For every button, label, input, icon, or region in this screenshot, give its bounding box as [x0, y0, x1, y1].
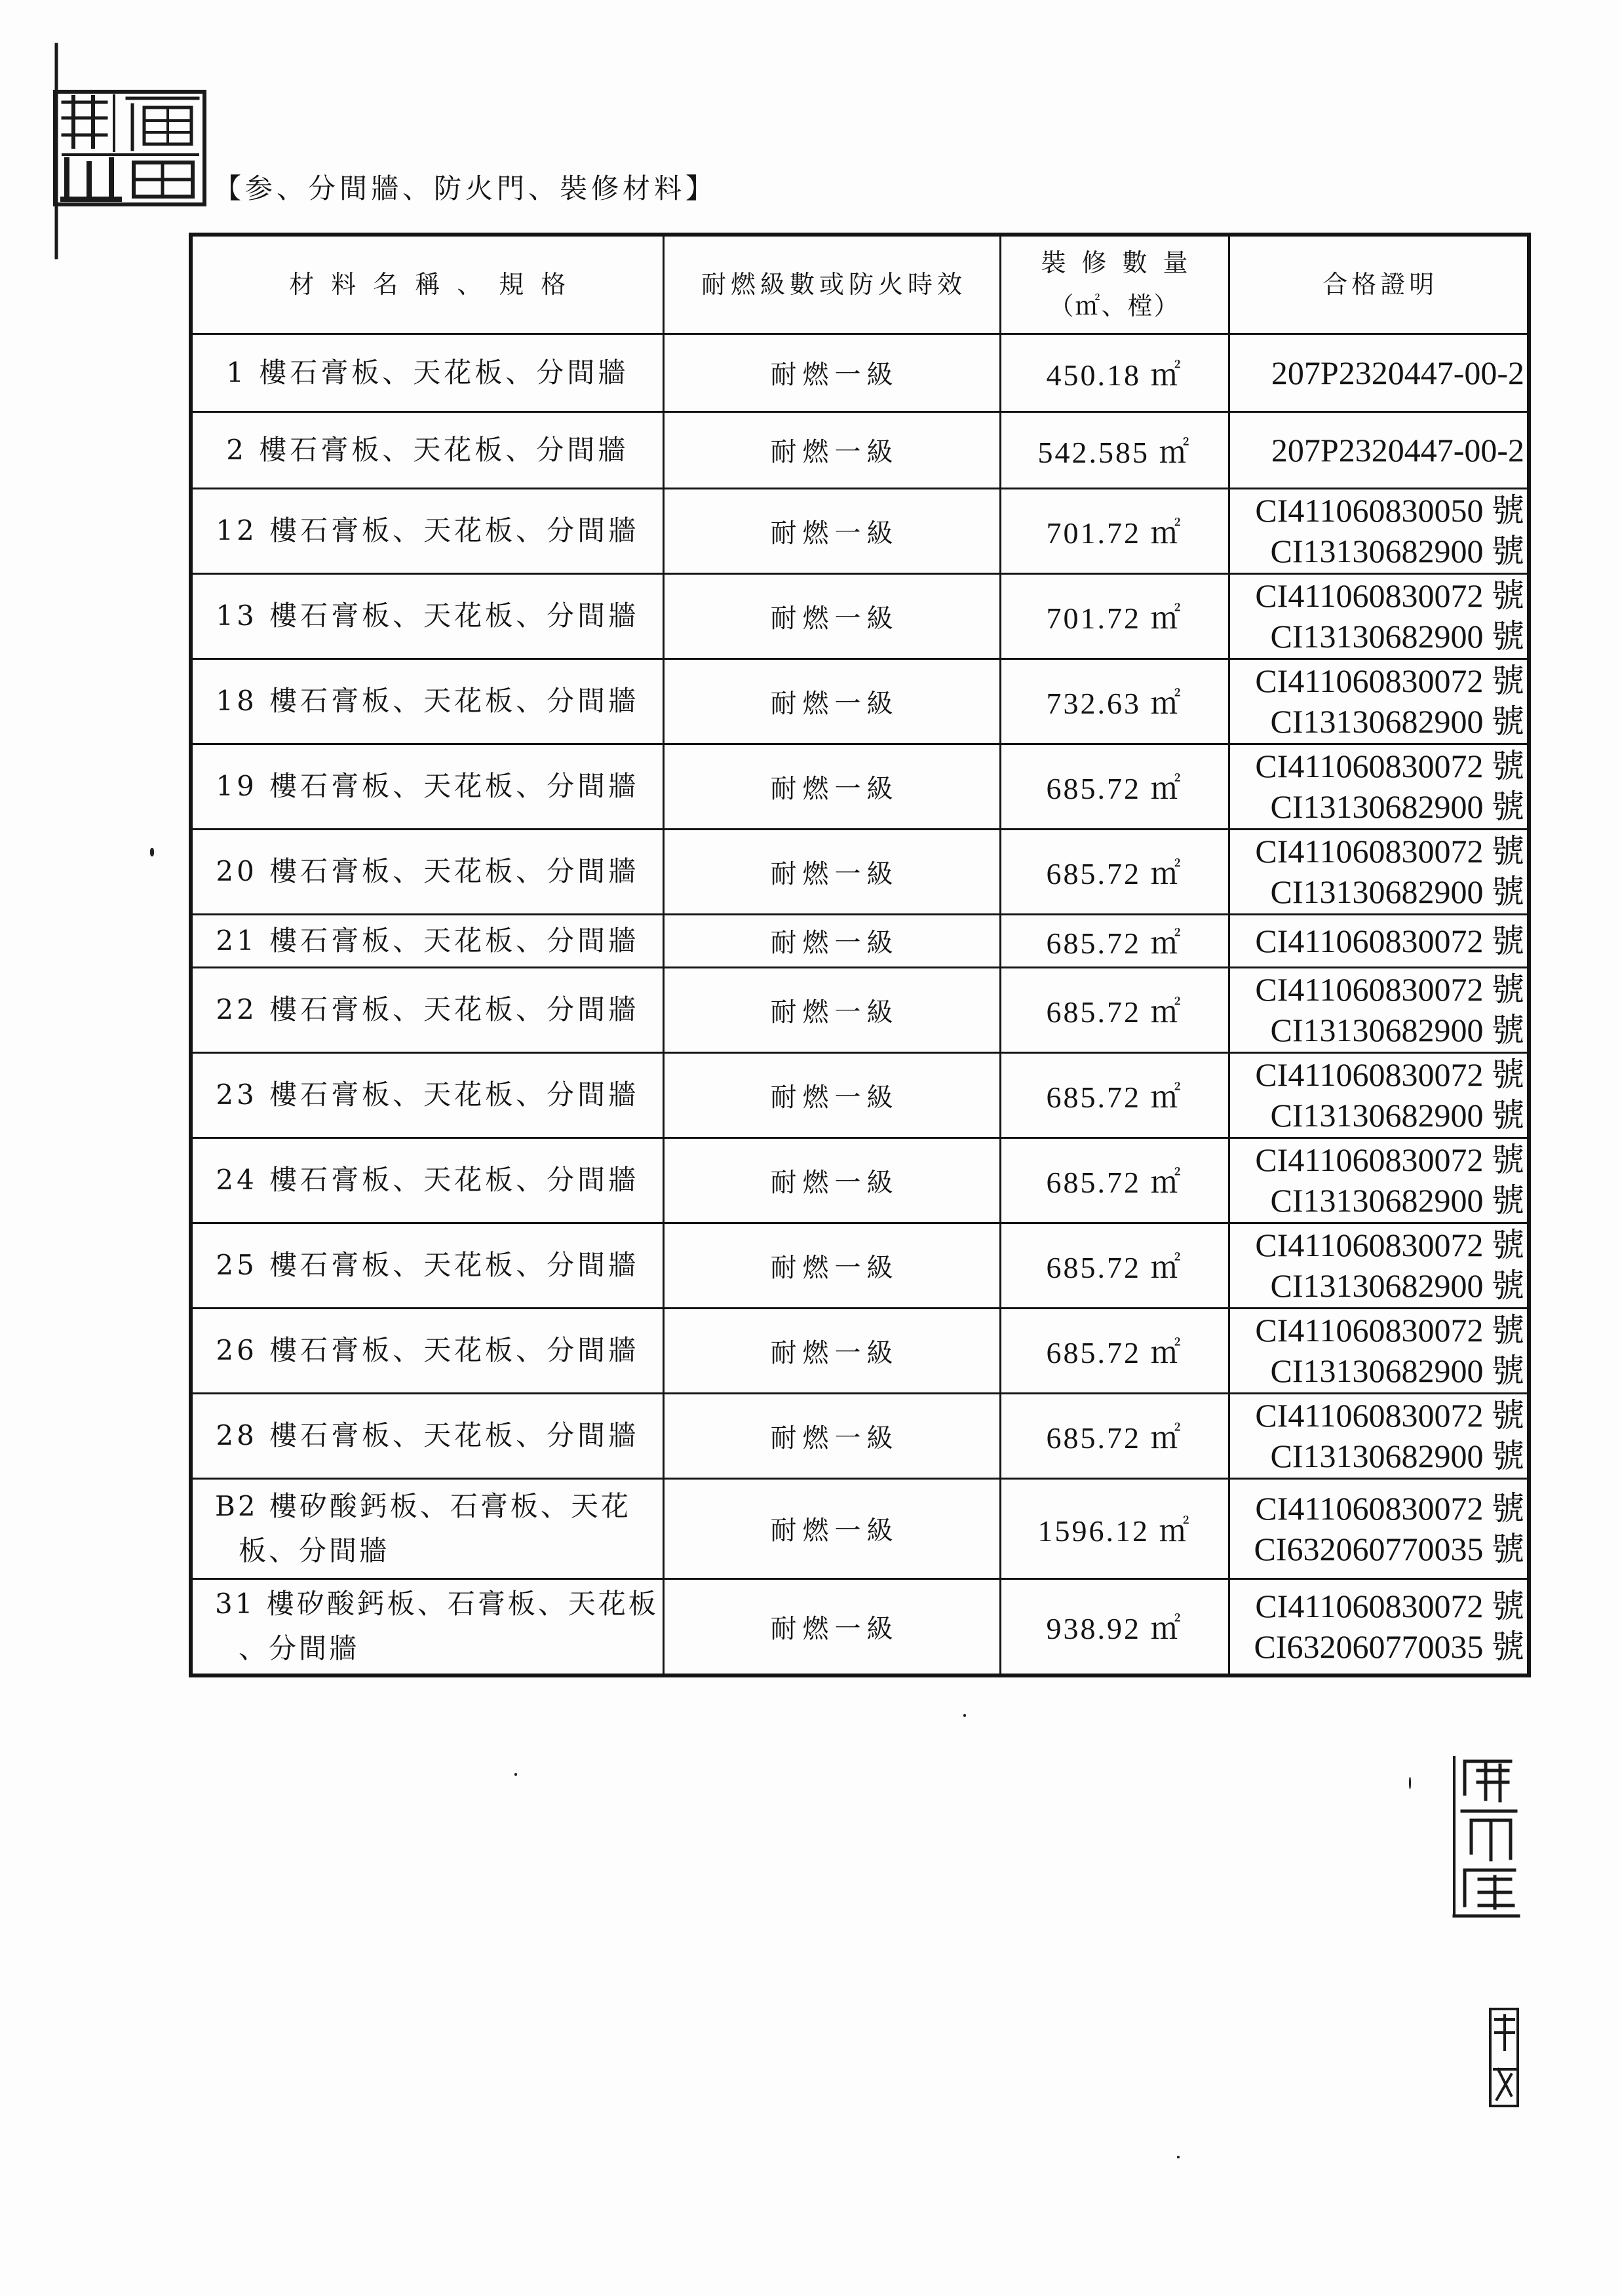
material-name-cell: [191, 829, 663, 914]
material-name-cell: [191, 744, 663, 829]
certificate-number: CI13130682900 號: [1270, 1267, 1524, 1304]
certificate-number: CI13130682900 號: [1270, 703, 1524, 740]
material-name-cell: [191, 914, 663, 967]
fire-rating-cell: 耐燃一級: [663, 1052, 1000, 1138]
header-quantity: 裝修數量 （㎡、樘）: [1000, 235, 1229, 334]
certificate-number: CI411060830072 號: [1255, 1588, 1524, 1625]
table-row: [191, 744, 1529, 829]
table-row: [191, 1393, 1529, 1478]
material-name-cell: [191, 1393, 663, 1478]
table-row: [191, 1223, 1529, 1308]
table-row: [191, 829, 1529, 914]
materials-table: [189, 233, 1531, 1677]
quantity-cell: 685.72 ㎡: [1000, 744, 1229, 829]
material-name-line: 2 樓石膏板、天花板、分間牆: [226, 433, 629, 466]
certificate-cell: [1229, 1478, 1529, 1578]
certificate-cell: [1229, 1308, 1529, 1393]
table-row: [191, 334, 1529, 411]
fire-rating-cell: 耐燃一級: [663, 573, 1000, 659]
material-name-line: 21 樓石膏板、天花板、分間牆: [216, 924, 640, 957]
certificate-number: CI13130682900 號: [1270, 533, 1524, 569]
material-name-cell: [191, 334, 663, 411]
certificate-cell: [1229, 411, 1529, 488]
material-name-cell: [191, 1478, 663, 1578]
certificate-number: CI411060830072 號: [1255, 1397, 1524, 1434]
material-name-line: 22 樓石膏板、天花板、分間牆: [216, 993, 640, 1025]
material-name-cell: [191, 573, 663, 659]
certificate-number: CI411060830072 號: [1255, 1056, 1524, 1093]
certificate-number: CI13130682900 號: [1270, 618, 1524, 655]
quantity-cell: 685.72 ㎡: [1000, 1308, 1229, 1393]
material-name-line: 、分間牆: [239, 1632, 360, 1665]
certificate-number: CI411060830072 號: [1255, 833, 1524, 870]
table-row: [191, 1478, 1529, 1578]
table-row: [191, 488, 1529, 573]
certificate-number: CI632060770035 號: [1254, 1628, 1524, 1666]
material-name-line: 24 樓石膏板、天花板、分間牆: [216, 1164, 640, 1196]
table-row: [191, 1052, 1529, 1138]
certificate-cell: [1229, 1052, 1529, 1138]
material-name-line: 20 樓石膏板、天花板、分間牆: [216, 855, 640, 887]
certificate-number: CI411060830072 號: [1255, 1489, 1524, 1527]
scan-speck: [1409, 1777, 1411, 1789]
table-row: [191, 1138, 1529, 1223]
fire-rating-cell: 耐燃一級: [663, 659, 1000, 744]
certificate-cell: [1229, 1578, 1529, 1675]
certificate-number: CI411060830072 號: [1255, 971, 1524, 1008]
material-name-cell: [191, 659, 663, 744]
fire-rating-cell: 耐燃一級: [663, 1138, 1000, 1223]
certificate-number: CI13130682900 號: [1270, 1182, 1524, 1219]
material-name-line: 19 樓石膏板、天花板、分間牆: [216, 770, 640, 802]
quantity-cell: 685.72 ㎡: [1000, 1223, 1229, 1308]
fire-rating-cell: 耐燃一級: [663, 411, 1000, 488]
quantity-cell: 685.72 ㎡: [1000, 967, 1229, 1052]
quantity-cell: 938.92 ㎡: [1000, 1578, 1229, 1675]
seal-stamp-bottom-right-small: [1485, 2004, 1522, 2112]
material-name-line: 25 樓石膏板、天花板、分間牆: [216, 1249, 640, 1281]
fire-rating-cell: 耐燃一級: [663, 1393, 1000, 1478]
fire-rating-cell: 耐燃一級: [663, 1578, 1000, 1675]
certificate-number: CI632060770035 號: [1254, 1530, 1524, 1567]
certificate-number: CI411060830072 號: [1255, 1227, 1524, 1263]
quantity-cell: 685.72 ㎡: [1000, 1393, 1229, 1478]
seal-stamp-top-left: [46, 39, 216, 262]
scan-speck: [150, 848, 154, 856]
certificate-number: CI411060830072 號: [1255, 577, 1524, 614]
scan-speck: [514, 1773, 517, 1776]
certificate-number: CI411060830072 號: [1255, 1141, 1524, 1178]
material-name-line: 18 樓石膏板、天花板、分間牆: [216, 685, 640, 717]
material-name-cell: [191, 411, 663, 488]
certificate-number: CI13130682900 號: [1270, 873, 1524, 910]
table-row: [191, 659, 1529, 744]
fire-rating-cell: 耐燃一級: [663, 1308, 1000, 1393]
material-name-line: B2 樓矽酸鈣板、石膏板、天花: [215, 1489, 631, 1522]
fire-rating-cell: 耐燃一級: [663, 744, 1000, 829]
material-name-cell: [191, 488, 663, 573]
fire-rating-cell: 耐燃一級: [663, 914, 1000, 967]
material-name-cell: [191, 1138, 663, 1223]
material-name-line: 31 樓矽酸鈣板、石膏板、天花板: [215, 1588, 659, 1620]
table-row: [191, 411, 1529, 488]
quantity-cell: 1596.12 ㎡: [1000, 1478, 1229, 1578]
certificate-number: CI411060830072 號: [1255, 1312, 1524, 1349]
quantity-cell: 542.585 ㎡: [1000, 411, 1229, 488]
seal-stamp-bottom-right: [1445, 1748, 1524, 1925]
material-name-cell: [191, 1052, 663, 1138]
fire-rating-cell: 耐燃一級: [663, 488, 1000, 573]
certificate-cell: [1229, 488, 1529, 573]
certificate-number: 207P2320447-00-2: [1271, 354, 1524, 391]
fire-rating-cell: 耐燃一級: [663, 967, 1000, 1052]
certificate-cell: [1229, 1393, 1529, 1478]
certificate-number: CI13130682900 號: [1270, 1352, 1524, 1389]
material-name-line: 28 樓石膏板、天花板、分間牆: [216, 1419, 640, 1451]
certificate-number: CI13130682900 號: [1270, 788, 1524, 825]
material-name-line: 板、分間牆: [239, 1534, 390, 1567]
quantity-cell: 685.72 ㎡: [1000, 1138, 1229, 1223]
certificate-number: CI13130682900 號: [1270, 1012, 1524, 1048]
certificate-number: CI411060830072 號: [1255, 922, 1524, 959]
certificate-number: CI13130682900 號: [1270, 1097, 1524, 1134]
certificate-number: CI411060830072 號: [1255, 662, 1524, 699]
material-name-cell: [191, 1223, 663, 1308]
fire-rating-cell: 耐燃一級: [663, 1478, 1000, 1578]
table-row: [191, 967, 1529, 1052]
header-material-name: 材料名稱、規格: [191, 235, 663, 334]
certificate-cell: [1229, 334, 1529, 411]
section-title: 【参、分間牆、防火門、裝修材料】: [214, 172, 718, 204]
header-certificate: 合格證明: [1229, 235, 1529, 334]
material-name-cell: [191, 967, 663, 1052]
table-row: [191, 914, 1529, 967]
fire-rating-cell: 耐燃一級: [663, 829, 1000, 914]
fire-rating-cell: 耐燃一級: [663, 1223, 1000, 1308]
certificate-number: CI13130682900 號: [1270, 1438, 1524, 1474]
certificate-cell: [1229, 744, 1529, 829]
certificate-cell: [1229, 1223, 1529, 1308]
table-row: [191, 1308, 1529, 1393]
certificate-number: CI411060830072 號: [1255, 748, 1524, 784]
certificate-cell: [1229, 659, 1529, 744]
material-name-line: 12 樓石膏板、天花板、分間牆: [216, 514, 640, 546]
material-name-line: 13 樓石膏板、天花板、分間牆: [216, 600, 640, 632]
scan-speck: [1177, 2156, 1180, 2158]
material-name-cell: [191, 1308, 663, 1393]
certificate-cell: [1229, 829, 1529, 914]
certificate-number: CI411060830050 號: [1255, 492, 1524, 529]
table-row: [191, 1578, 1529, 1675]
quantity-cell: 701.72 ㎡: [1000, 573, 1229, 659]
table-row: [191, 573, 1529, 659]
material-name-cell: [191, 1578, 663, 1675]
certificate-cell: [1229, 967, 1529, 1052]
table-header-row: [191, 235, 1529, 334]
quantity-cell: 685.72 ㎡: [1000, 829, 1229, 914]
quantity-cell: 685.72 ㎡: [1000, 914, 1229, 967]
material-name-line: 1 樓石膏板、天花板、分間牆: [226, 356, 629, 389]
certificate-cell: [1229, 573, 1529, 659]
quantity-cell: 450.18 ㎡: [1000, 334, 1229, 411]
fire-rating-cell: 耐燃一級: [663, 334, 1000, 411]
table-body: [191, 334, 1529, 1675]
certificate-cell: [1229, 1138, 1529, 1223]
material-name-line: 26 樓石膏板、天花板、分間牆: [216, 1334, 640, 1366]
certificate-cell: [1229, 914, 1529, 967]
quantity-cell: 685.72 ㎡: [1000, 1052, 1229, 1138]
material-name-line: 23 樓石膏板、天花板、分間牆: [216, 1079, 640, 1111]
quantity-cell: 732.63 ㎡: [1000, 659, 1229, 744]
quantity-cell: 701.72 ㎡: [1000, 488, 1229, 573]
header-fire-rating: 耐燃級數或防火時效: [663, 235, 1000, 334]
certificate-number: 207P2320447-00-2: [1271, 431, 1524, 469]
scan-speck: [963, 1714, 966, 1717]
